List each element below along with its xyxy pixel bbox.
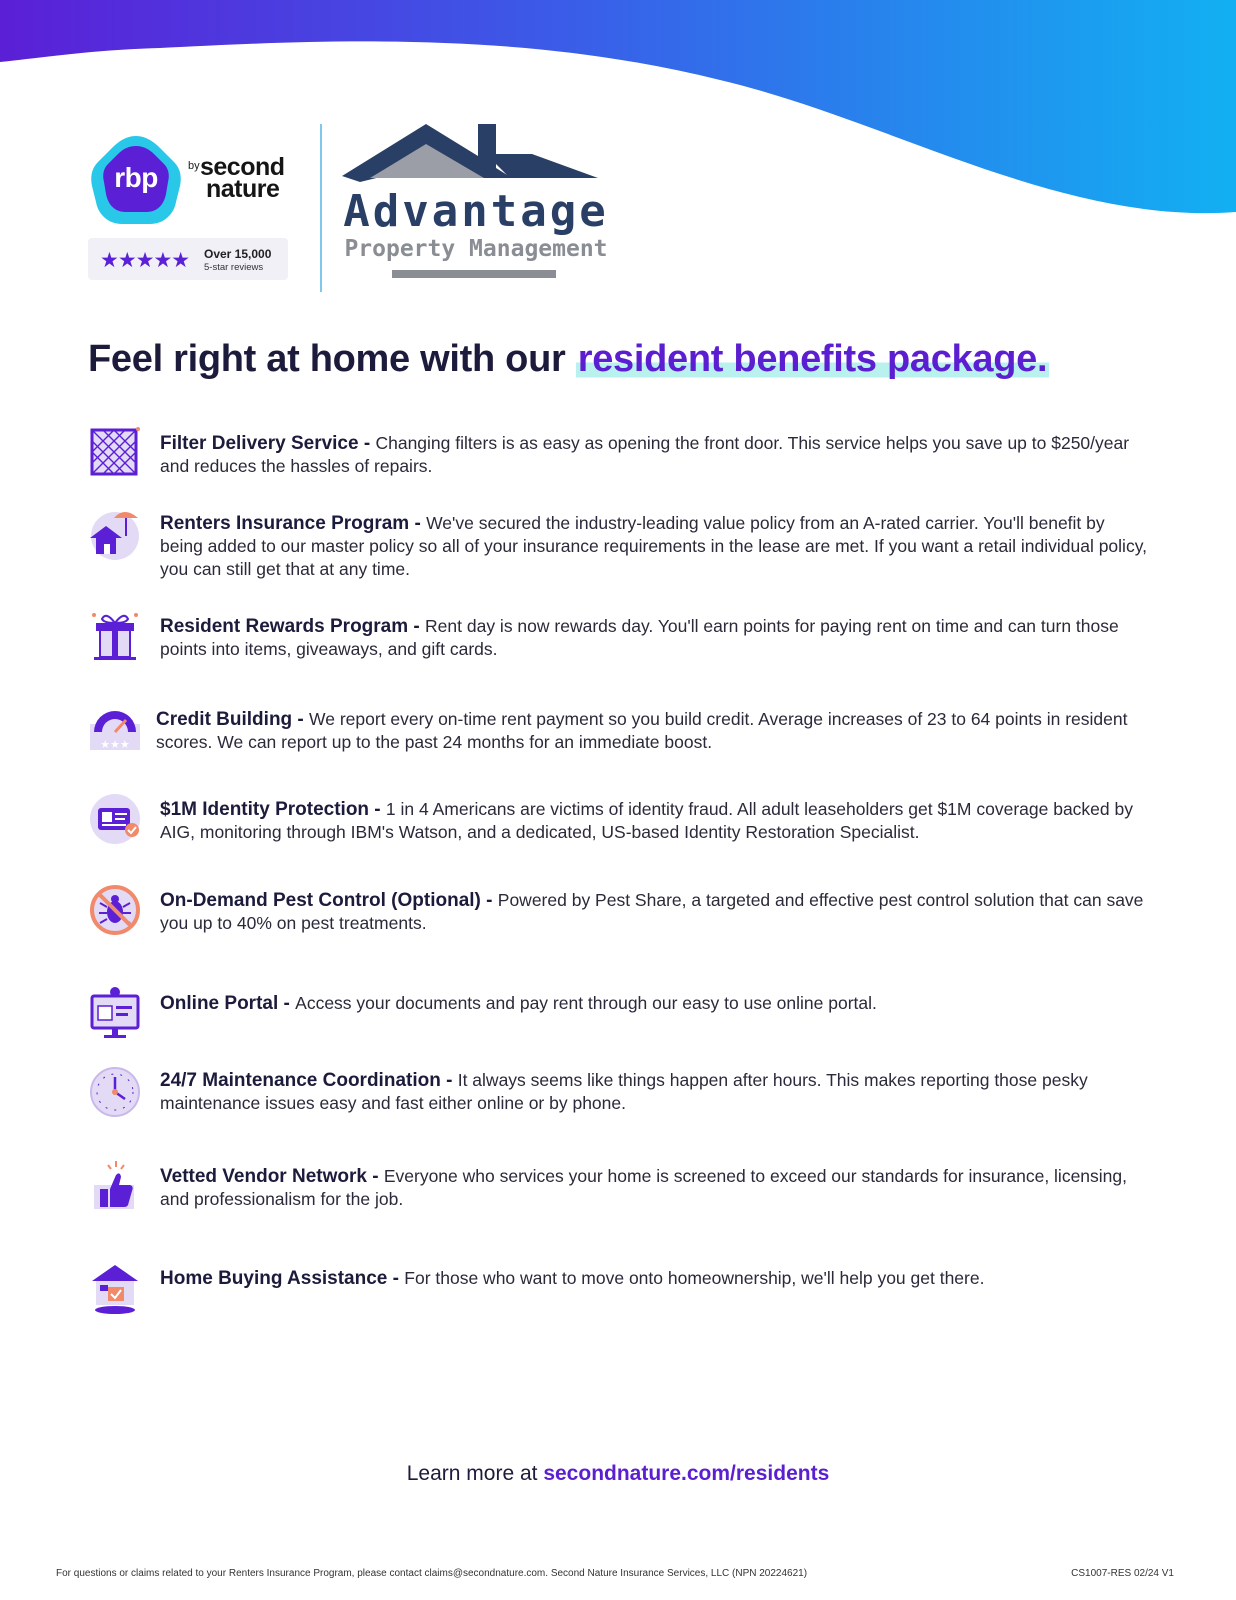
house-umbrella-icon	[88, 506, 142, 560]
benefit-description: Rent day is now rewards day. You'll earn points for paying rent on time and can turn those points into items, giveaways, and gift cards.	[160, 616, 1119, 659]
benefit-description: Changing filters is as easy as opening the front door. This service helps you save up to $250/year and reduces the hassles of repairs.	[160, 433, 1130, 476]
benefit-description: We report every on-time rent payment so you build credit. Average increases of 23 to 64 points in resident scores. We can report up to the past 24 months for an immediate boost.	[156, 709, 1128, 752]
star-rating-icon: ★★★★★	[100, 249, 190, 272]
partner-name: Advantage	[343, 186, 609, 237]
footer-disclaimer: For questions or claims related to your Renters Insurance Program, please contact claims@secondnature.com. Second Nature Insurance Services, LLC (NPN 20224621)	[56, 1568, 808, 1579]
benefit-description: Everyone who services your home is screened to exceed our standards for insurance, licensing, and professionalism for the job.	[160, 1166, 1128, 1209]
benefit-separator: -	[408, 616, 426, 637]
rbp-logo-text: rbp	[114, 162, 158, 193]
credit-gauge-icon	[88, 702, 142, 756]
no-bug-icon	[88, 883, 142, 937]
gift-icon	[88, 609, 142, 663]
benefit-separator: -	[480, 890, 498, 911]
review-label: 5-star reviews	[204, 262, 264, 273]
partner-tagline: Property Management	[344, 236, 608, 262]
learn-more-link[interactable]: secondnature.com/residents	[543, 1462, 830, 1485]
monitor-portal-icon	[88, 986, 142, 1040]
brand-line-2: nature	[206, 175, 280, 203]
thumbs-up-icon	[88, 1159, 142, 1213]
benefit-text	[160, 1069, 1148, 1115]
advantage-logo	[336, 124, 616, 284]
benefit-title: On-Demand Pest Control (Optional)	[160, 890, 481, 911]
benefit-text	[160, 1165, 1148, 1211]
learn-more-prefix: Learn more at	[406, 1462, 544, 1485]
review-badge	[88, 238, 288, 280]
benefit-description: Powered by Pest Share, a targeted and effective pest control solution that can save you up to 40% on pest treatments.	[160, 890, 1144, 933]
benefit-separator: -	[409, 513, 427, 534]
review-count: Over 15,000	[204, 247, 272, 261]
logo-divider	[320, 124, 322, 292]
benefit-separator: -	[387, 1268, 405, 1289]
benefit-title: 24/7 Maintenance Coordination	[160, 1070, 441, 1091]
second-nature-logo	[200, 153, 285, 203]
footer-document-code: CS1007-RES 02/24 V1	[1071, 1568, 1174, 1579]
benefit-title: Credit Building	[156, 709, 293, 730]
headline-lead: Feel right at home with our	[88, 338, 576, 380]
benefit-text	[160, 889, 1148, 935]
benefit-title: Home Buying Assistance	[160, 1268, 388, 1289]
learn-more-line	[0, 1462, 1236, 1486]
benefit-title: Renters Insurance Program	[160, 513, 410, 534]
logo-area	[88, 124, 628, 294]
benefit-description: It always seems like things happen after hours. This makes reporting those pesky maintenance issues easy and fast either online or by phone.	[160, 1070, 1088, 1113]
benefit-separator: -	[358, 433, 376, 454]
benefit-title: Resident Rewards Program	[160, 616, 409, 637]
by-label: by	[188, 160, 200, 172]
benefit-text	[160, 432, 1148, 478]
benefit-text	[160, 1267, 1148, 1290]
benefit-description: For those who want to move onto homeownership, we'll help you get there.	[404, 1268, 985, 1288]
benefit-description: 1 in 4 Americans are victims of identity fraud. All adult leaseholders get $1M coverage backed by AIG, monitoring through IBM's Watson, and a dedicated, US-based Identity Restoration Specialist.	[160, 799, 1133, 842]
benefit-separator: -	[292, 709, 310, 730]
benefit-separator: -	[366, 1166, 384, 1187]
air-filter-icon	[88, 426, 142, 480]
benefit-separator: -	[369, 799, 386, 820]
benefit-description: Access your documents and pay rent through our easy to use online portal.	[295, 993, 877, 1013]
brand-line-1: second	[200, 153, 285, 181]
benefit-title: Vetted Vendor Network	[160, 1166, 367, 1187]
benefit-title: Online Portal	[160, 993, 279, 1014]
svg-text:★★★: ★★★	[100, 738, 130, 751]
clock-icon	[88, 1063, 142, 1117]
benefit-text	[160, 992, 1148, 1015]
benefit-separator: -	[278, 993, 296, 1014]
benefit-separator: -	[440, 1070, 458, 1091]
benefit-title: $1M Identity Protection	[160, 799, 370, 820]
benefit-title: Filter Delivery Service	[160, 433, 359, 454]
page-headline	[88, 338, 1049, 381]
benefit-text	[160, 615, 1148, 661]
benefit-text	[160, 512, 1148, 581]
identity-card-icon	[88, 792, 142, 846]
benefit-description: We've secured the industry-leading value policy from an A-rated carrier. You'll benefit by being added to our master policy so all of your insurance requirements in the lease are met. If you want a retail individual policy, you can still get that at any time.	[160, 513, 1148, 579]
benefit-text	[156, 708, 1148, 754]
benefit-text	[160, 798, 1148, 844]
home-check-icon	[88, 1261, 142, 1315]
headline-highlight: resident benefits package.	[577, 338, 1048, 380]
